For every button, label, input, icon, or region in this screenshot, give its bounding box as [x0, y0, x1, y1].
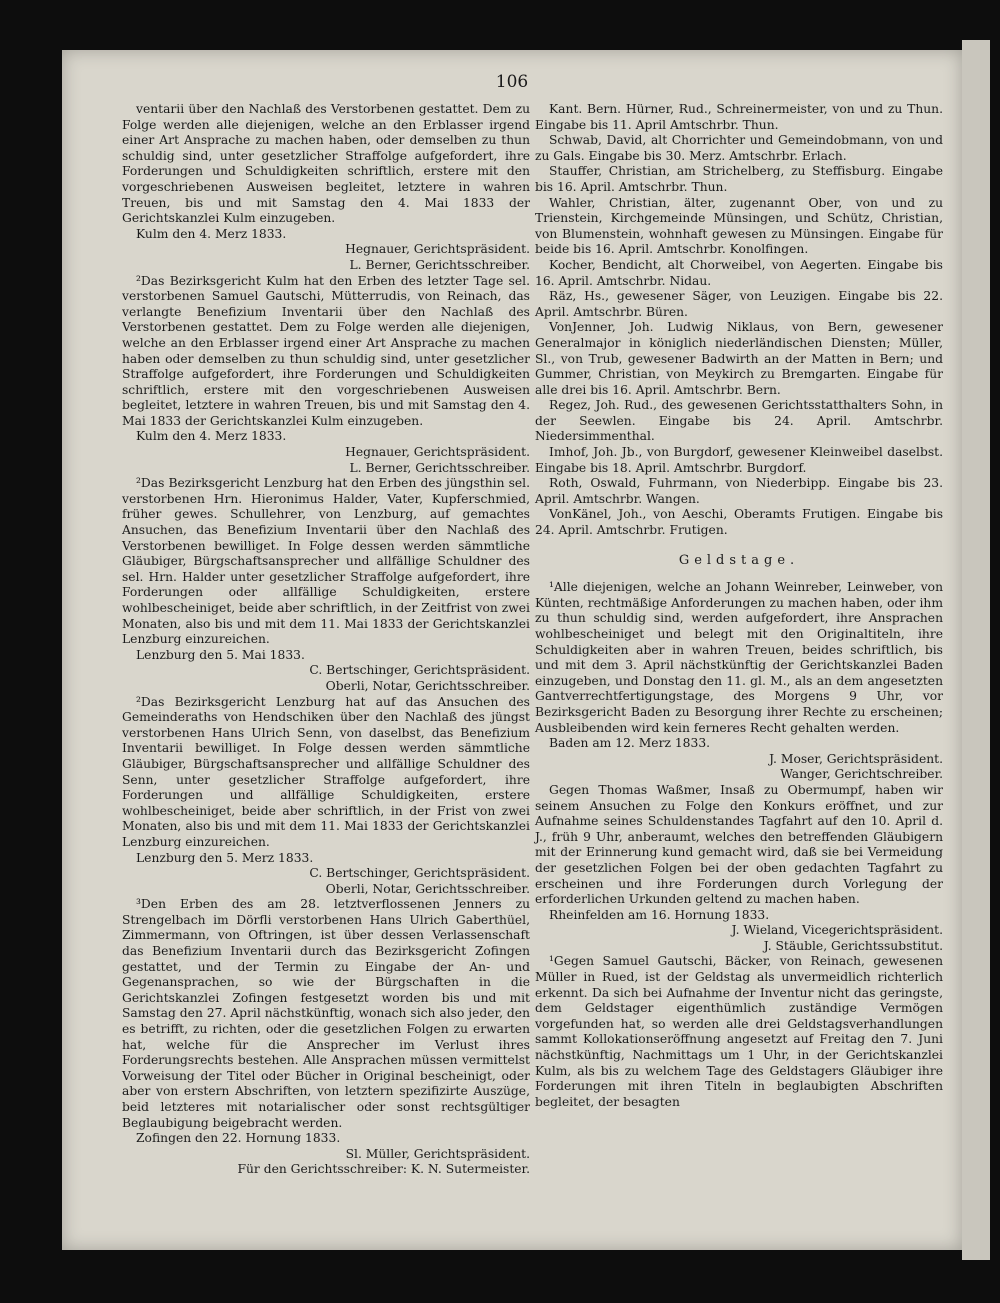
notice-paragraph: ¹Gegen Samuel Gautschi, Bäcker, von Reinach, gewesenen Müller in Rued, ist der Geldstag als unvermeidlich richterlich erkennt. Da sich bei Aufnahme der Inventur nicht das geringste, dem Geldstager eigenthümlich zuständige Vermögen vorgefunden hat, so werden alle drei Geldstagsverhandlungen sammt Kollokationseröffnung angesetzt auf Freitag den 7. Juni nächstkünftig, Nachmittags um 1 Uhr, in der Gerichtskanzlei Kulm, als bis zu welchem Tage des Geldstagers Gläubiger ihre Forderungen mit ihren Titeln in beglaubigten Abschriften begleitet, der besagten: [535, 954, 943, 1109]
notice-paragraph: ²Das Bezirksgericht Lenzburg hat den Erben des jüngsthin sel. verstorbenen Hrn. Hieronimus Halder, Vater, Kupferschmied, früher gewes. Schullehrer, von Lenzburg, auf gemachtes Ansuchen, das Benefizium Inventarii über den Nachlaß des Verstorbenen bewilliget. In Folge dessen werden sämmtliche Gläubiger, Bürgschaftsansprecher und allfällige Schuldner des sel. Hrn. Halder unter gesetzlicher Straffolge aufgefordert, ihre Forderungen oder allfällige Schuldigkeiten, erstere wohlbescheiniget, beide aber schriftlich, in der Zeitfrist von zwei Monaten, also bis und mit dem 11. Mai 1833 der Gerichtskanzlei Lenzburg einzureichen.: [122, 476, 530, 647]
notice-paragraph: Gegen Thomas Waßmer, Insaß zu Obermumpf, haben wir seinem Ansuchen zu Folge den Konkurs eröffnet, und zur Aufnahme seines Schuldenstandes Tagfahrt auf den 10. April d. J., früh 9 Uhr, anberaumt, welches den betreffenden Gläubigern mit der Erinnerung kund gemacht wird, daß sie bei Vermeidung der gesetzlichen Folgen bei der oben gedachten Tagfahrt zu erscheinen und ihre Forderungen durch Vorlegung der erforderlichen Urkunden geltend zu machen haben.: [535, 782, 943, 907]
notice-paragraph: VonKänel, Joh., von Aeschi, Oberamts Frutigen. Eingabe bis 24. April. Amtschrbr. Frutigen.: [535, 507, 943, 538]
dateline: Lenzburg den 5. Mai 1833.: [136, 647, 305, 662]
adjacent-page-edge: [962, 40, 990, 1260]
dateline: Lenzburg den 5. Merz 1833.: [136, 850, 314, 865]
signature-line: Für den Gerichtsschreiber: K. N. Sutermeister.: [237, 1162, 530, 1177]
signature-line: C. Bertschinger, Gerichtspräsident.: [309, 866, 530, 881]
document-page: [62, 50, 962, 1250]
right-column: [535, 102, 943, 1110]
notice-paragraph: Roth, Oswald, Fuhrmann, von Niederbipp. Eingabe bis 23. April. Amtschrbr. Wangen.: [535, 476, 943, 506]
notice-paragraph: ventarii über den Nachlaß des Verstorbenen gestattet. Dem zu Folge werden alle diejenigen, welche an den Erblasser irgend einer Art Ansprache zu machen haben, oder demselben zu thun schuldig sind, unter gesetzlicher Straffolge aufgefordert, ihre Forderungen und Schuldigkeiten schriftlich, erstere mit den vorgeschriebenen Ausweisen begleitet, letztere in wahren Treuen, bis und mit Samstag den 4. Mai 1833 der Gerichtskanzlei Kulm einzugeben.: [122, 102, 530, 226]
signature-line: Sl. Müller, Gerichtspräsident.: [345, 1146, 530, 1161]
notice-paragraph: VonJenner, Joh. Ludwig Niklaus, von Bern, gewesener Generalmajor in königlich niederländischen Diensten; Müller, Sl., von Trub, gewesener Badwirth an der Matten in Bern; und Gummer, Christian, von Meykirch zu Bremgarten. Eingabe für alle drei bis 16. April. Amtschrbr. Bern.: [535, 320, 943, 397]
dateline: Kulm den 4. Merz 1833.: [136, 226, 287, 241]
section-heading: Geldstage.: [678, 552, 800, 568]
notice-paragraph: Stauffer, Christian, am Strichelberg, zu Steffisburg. Eingabe bis 16. April. Amtschrbr. Thun.: [535, 164, 943, 194]
dateline: Zofingen den 22. Hornung 1833.: [136, 1131, 341, 1146]
notice-paragraph: ¹Alle diejenigen, welche an Johann Weinreber, Leinweber, von Künten, rechtmäßige Anforderungen zu machen haben, oder ihm zu thun schuldig sind, werden aufgefordert, ihre Ansprachen wohlbescheiniget und belegt mit den Originaltiteln, ihre Schuldigkeiten aber in wahren Treuen, beides schriftlich, bis und mit dem 3. April nächstkünftig der Gerichtskanzlei Baden einzugeben, und Donstag den 11. gl. M., als an dem angesetzten Gantverrechtfertigungstage, des Morgens 9 Uhr, vor Bezirksgericht Baden zu Besorgung ihrer Rechte zu erscheinen; Ausbleibenden wird kein ferneres Recht gehalten werden.: [535, 580, 943, 735]
signature-line: Wanger, Gerichtschreiber.: [780, 767, 943, 782]
signature-line: L. Berner, Gerichtsschreiber.: [349, 460, 530, 475]
notice-paragraph: ³Den Erben des am 28. letztverflossenen Jenners zu Strengelbach im Dörfli verstorbenen Hans Ulrich Gaberthüel, Zimmermann, von Oftringen, ist über dessen Verlassenschaft das Benefizium Inventarii durch das Bezirksgericht Zofingen gestattet, und der Termin zu Eingabe der An- und Gegenansprachen, so wie der Bürgschaften in die Gerichtskanzlei Zofingen festgesetzt worden bis und mit Samstag den 27. April nächstkünftig, wonach sich also jeder, den es betrifft, zu richten, oder die gesetzlichen Folgen zu erwarten hat, welche für die Ansprecher im Verlust ihres Forderungsrechts bestehen. Alle Ansprachen müssen vermittelst Vorweisung der Titel oder Bücher in Original bescheinigt, oder aber von erstern Abschriften, von letztern spezifizirte Auszüge, beid letzteres mit notarialischer oder sonst rechtsgültiger Beglaubigung beigebracht werden.: [122, 897, 530, 1130]
notice-paragraph: ²Das Bezirksgericht Lenzburg hat auf das Ansuchen des Gemeinderaths von Hendschiken über den Nachlaß des jüngst verstorbenen Hans Ulrich Senn, von daselbst, das Benefizium Inventarii bewilliget. In Folge dessen werden sämmtliche Gläubiger, Bürgschaftsansprecher und allfällige Schuldner des Senn, unter gesetzlicher Straffolge aufgefordert, ihre Forderungen und allfällige Schuldigkeiten, erstere wohlbescheiniget, beide aber schriftlich, in der Frist von zwei Monaten, also bis und mit dem 11. Mai 1833 der Gerichtskanzlei Lenzburg einzureichen.: [122, 694, 530, 849]
signature-line: Hegnauer, Gerichtspräsident.: [345, 445, 530, 460]
notice-paragraph: Imhof, Joh. Jb., von Burgdorf, gewesener Kleinweibel daselbst. Eingabe bis 18. April. Amtschrbr. Burgdorf.: [535, 445, 943, 475]
notice-paragraph: Räz, Hs., gewesener Säger, von Leuzigen. Eingabe bis 22. April. Amtschrbr. Büren.: [535, 289, 943, 319]
signature-line: J. Stäuble, Gerichtssubstitut.: [763, 938, 943, 953]
signature-line: J. Moser, Gerichtspräsident.: [769, 751, 943, 766]
signature-line: Oberli, Notar, Gerichtsschreiber.: [325, 881, 530, 896]
notice-paragraph: Kocher, Bendicht, alt Chorweibel, von Aegerten. Eingabe bis 16. April. Amtschrbr. Nidau.: [535, 257, 943, 288]
signature-line: J. Wieland, Vicegerichtspräsident.: [731, 923, 943, 938]
notice-paragraph: Schwab, David, alt Chorrichter und Gemeindobmann, von und zu Gals. Eingabe bis 30. Merz. Amtschrbr. Erlach.: [535, 133, 943, 163]
dateline: Baden am 12. Merz 1833.: [549, 736, 711, 751]
dateline: Rheinfelden am 16. Hornung 1833.: [549, 907, 770, 922]
signature-line: Hegnauer, Gerichtspräsident.: [345, 242, 530, 257]
signature-line: C. Bertschinger, Gerichtspräsident.: [309, 663, 530, 678]
signature-line: L. Berner, Gerichtsschreiber.: [349, 257, 530, 272]
notice-paragraph: Regez, Joh. Rud., des gewesenen Gerichtsstatthalters Sohn, in der Seewlen. Eingabe bis 24. April. Amtschrbr. Niedersimmenthal.: [535, 398, 943, 444]
page-number: 106: [495, 72, 529, 92]
notice-paragraph: Wahler, Christian, älter, zugenannt Ober, von und zu Trienstein, Kirchgemeinde Münsingen, und Schütz, Christian, von Blumenstein, wohnhaft gewesen zu Münsingen. Eingabe für beide bis 16. April. Amtschrbr. Konolfingen.: [535, 195, 943, 257]
notice-paragraph: ²Das Bezirksgericht Kulm hat den Erben des letzter Tage sel. verstorbenen Samuel Gautschi, Mütterrudis, von Reinach, das verlangte Benefizium Inventarii über den Nachlaß des Verstorbenen gestattet. Dem zu Folge werden alle diejenigen, welche an den Erblasser irgend einer Art Ansprache zu machen haben oder demselben zu thun schuldig sind, unter gesetzlicher Straffolge aufgefordert, ihre Forderungen und Schuldigkeiten schriftlich, erstere mit den vorgeschriebenen Ausweisen begleitet, letztere in wahren Treuen, bis und mit Samstag den 4. Mai 1833 der Gerichtskanzlei Kulm einzugeben.: [122, 273, 530, 428]
dateline: Kulm den 4. Merz 1833.: [136, 429, 287, 444]
signature-line: Oberli, Notar, Gerichtsschreiber.: [325, 678, 530, 693]
left-column: [122, 102, 530, 1178]
notice-paragraph: Kant. Bern. Hürner, Rud., Schreinermeister, von und zu Thun. Eingabe bis 11. April Amtschrbr. Thun.: [535, 102, 943, 132]
